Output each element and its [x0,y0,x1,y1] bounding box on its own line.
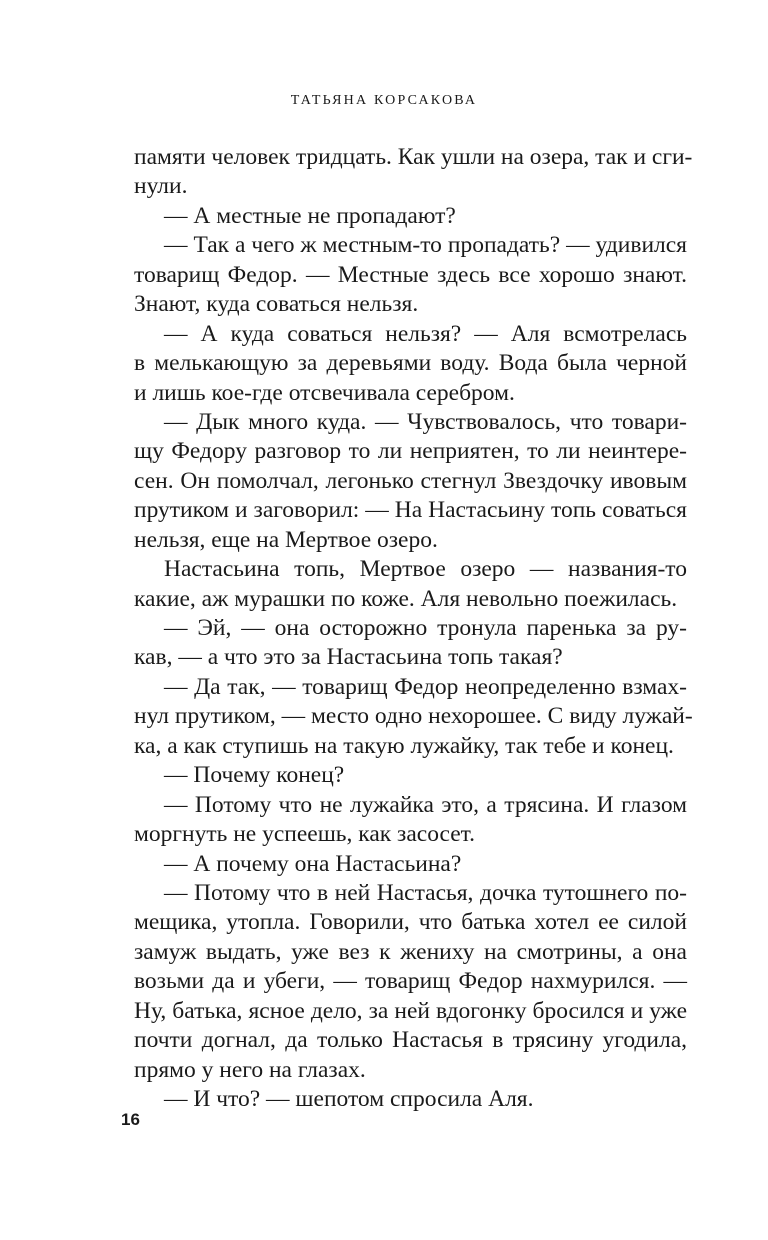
text-line: почти догнал, да только Настасья в трясину угодила, [134,1027,687,1054]
body-text [134,143,693,1114]
text-line: — Потому что в ней Настасья, дочка тутошнего по- [164,879,687,906]
text-line: мещика, утопла. Говорили, что батька хотел ее силой [134,909,687,936]
text-line: и лишь кое-где отсвечивала серебром. [134,379,515,406]
text-line: моргнуть не успеешь, как засосет. [134,821,476,848]
text-line: прямо у него на глазах. [134,1056,366,1083]
text-line: в мелькающую за деревьями воду. Вода была черной [134,350,687,377]
running-head: ТАТЬЯНА КОРСАКОВА [290,93,478,108]
text-line: нули. [134,173,188,200]
text-line: нул прутиком, — место одно нехорошее. С виду лужай- [134,703,693,730]
page-number: 16 [121,1110,140,1129]
text-line: — Да так, — товарищ Федор неопределенно взмах- [164,673,687,700]
text-line: Настасьина топь, Мертвое озеро — названия-то [164,556,687,583]
text-line: какие, аж мурашки по коже. Аля невольно поежилась. [134,585,678,612]
text-line: — Так а чего ж местным-то пропадать? — удивился [164,232,687,259]
text-line: товарищ Федор. — Местные здесь все хорошо знают. [134,261,687,288]
text-line: щу Федору разговор то ли неприятен, то ли неинтере- [134,438,687,465]
text-line: — И что? — шепотом спросила Аля. [164,1086,534,1112]
text-line: — Дык много куда. — Чувствовалось, что товари- [164,408,687,435]
text-line: прутиком и заговорил: — На Настасьину топь соваться [134,497,687,524]
text-line: — А куда соваться нельзя? — Аля всмотрелась [164,320,687,347]
text-line: замуж выдать, уже вез к жениху на смотрины, а она [134,938,687,965]
text-line: — А почему она Настасьина? [164,850,462,877]
text-line: нельзя, еще на Мертвое озеро. [134,526,438,553]
text-line: памяти человек тридцать. Как ушли на озера, так и сги- [134,144,693,170]
text-line: Знают, куда соваться нельзя. [134,291,419,318]
text-line: — Потому что не лужайка это, а трясина. И глазом [164,791,687,818]
text-line: кав, — а что это за Настасьина топь такая? [134,644,563,671]
text-line: возьми да и убеги, — товарищ Федор нахмурился. — [134,968,687,995]
text-line: — Почему конец? [164,762,345,789]
text-line: Ну, батька, ясное дело, за ней вдогонку бросился и уже [134,997,687,1024]
text-line: ка, а как ступишь на такую лужайку, так тебе и конец. [134,732,674,759]
text-line: сен. Он помолчал, легонько стегнул Звездочку ивовым [134,467,687,494]
text-line: — Эй, — она осторожно тронула паренька за ру- [164,615,687,641]
text-line: — А местные не пропадают? [164,202,456,229]
